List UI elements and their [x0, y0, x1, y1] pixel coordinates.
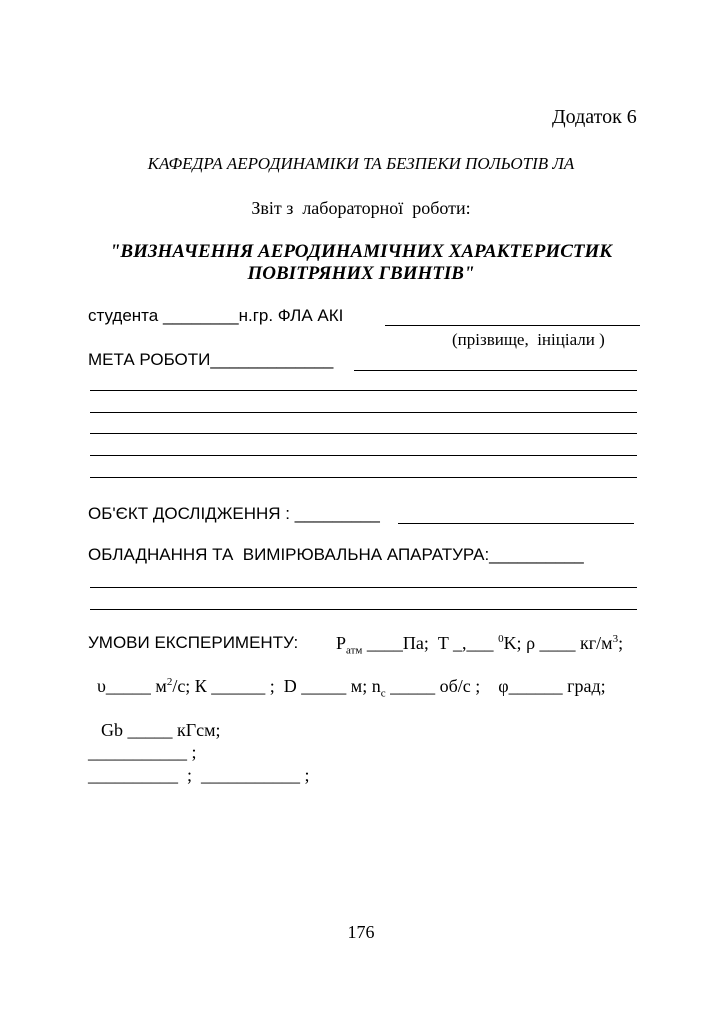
- goal-blank-line-3[interactable]: [90, 433, 637, 434]
- page-number: 176: [347, 922, 375, 942]
- goal-blank-line-5[interactable]: [90, 477, 637, 478]
- department-title: КАФЕДРА АЕРОДИНАМІКИ ТА БЕЗПЕКИ ПОЛЬОТІВ ЛА: [147, 154, 575, 173]
- report-subtitle: Звіт з лабораторної роботи:: [251, 198, 471, 218]
- student-name-hint: (прізвище, ініціали ): [452, 330, 605, 349]
- params-end-text: _____ об/с ; φ______ град;: [385, 676, 606, 696]
- student-name-line[interactable]: [385, 325, 640, 326]
- pressure-temperature-text: ____Па; T _,___: [362, 633, 499, 653]
- equipment-blank-line-2[interactable]: [90, 609, 637, 610]
- goal-blank-line-2[interactable]: [90, 412, 637, 413]
- conditions-end: ;: [618, 633, 624, 653]
- object-line[interactable]: [398, 523, 634, 524]
- params-middle-text: /с; К ______ ; D _____ м; n: [172, 676, 381, 696]
- gb-text: Gb _____ кГсм;: [101, 720, 221, 740]
- parameters-row: [97, 676, 606, 700]
- equipment-label: ОБЛАДНАННЯ ТА ВИМІРЮВАЛЬНА АПАРАТУРА:__________: [88, 545, 584, 564]
- gb-line-2: ___________ ;: [88, 742, 197, 762]
- work-title-line-1: "ВИЗНАЧЕННЯ АЕРОДИНАМІЧНИХ ХАРАКТЕРИСТИК: [109, 241, 613, 262]
- goal-blank-line-1[interactable]: [90, 390, 637, 391]
- rpm-subscript: c: [380, 687, 386, 700]
- goal-blank-line-4[interactable]: [90, 455, 637, 456]
- conditions-label: УМОВИ ЕКСПЕРИМЕНТУ:: [88, 633, 299, 652]
- goal-label: МЕТА РОБОТИ_____________: [88, 350, 334, 369]
- student-label: студента ________н.гр. ФЛА АКІ: [88, 306, 344, 325]
- equipment-blank-line-1[interactable]: [90, 587, 637, 588]
- temperature-density-text: K; ρ ____ кг/м: [503, 633, 613, 653]
- temperature-superscript: 0: [498, 633, 504, 645]
- goal-line[interactable]: [354, 370, 637, 371]
- work-title-line-2: ПОВІТРЯНИХ ГВИНТІВ": [247, 263, 475, 284]
- conditions-values: [336, 633, 624, 657]
- pressure-symbol: P: [336, 633, 347, 653]
- viscosity-superscript: 2: [166, 676, 173, 688]
- gb-line-3: __________ ; ___________ ;: [88, 765, 310, 785]
- density-superscript: 3: [612, 633, 619, 645]
- appendix-label: Додаток 6: [552, 106, 637, 128]
- object-label: ОБ'ЄКТ ДОСЛІДЖЕННЯ : _________: [88, 504, 380, 523]
- pressure-subscript: атм: [346, 644, 363, 657]
- viscosity-text: υ_____ м: [97, 676, 167, 696]
